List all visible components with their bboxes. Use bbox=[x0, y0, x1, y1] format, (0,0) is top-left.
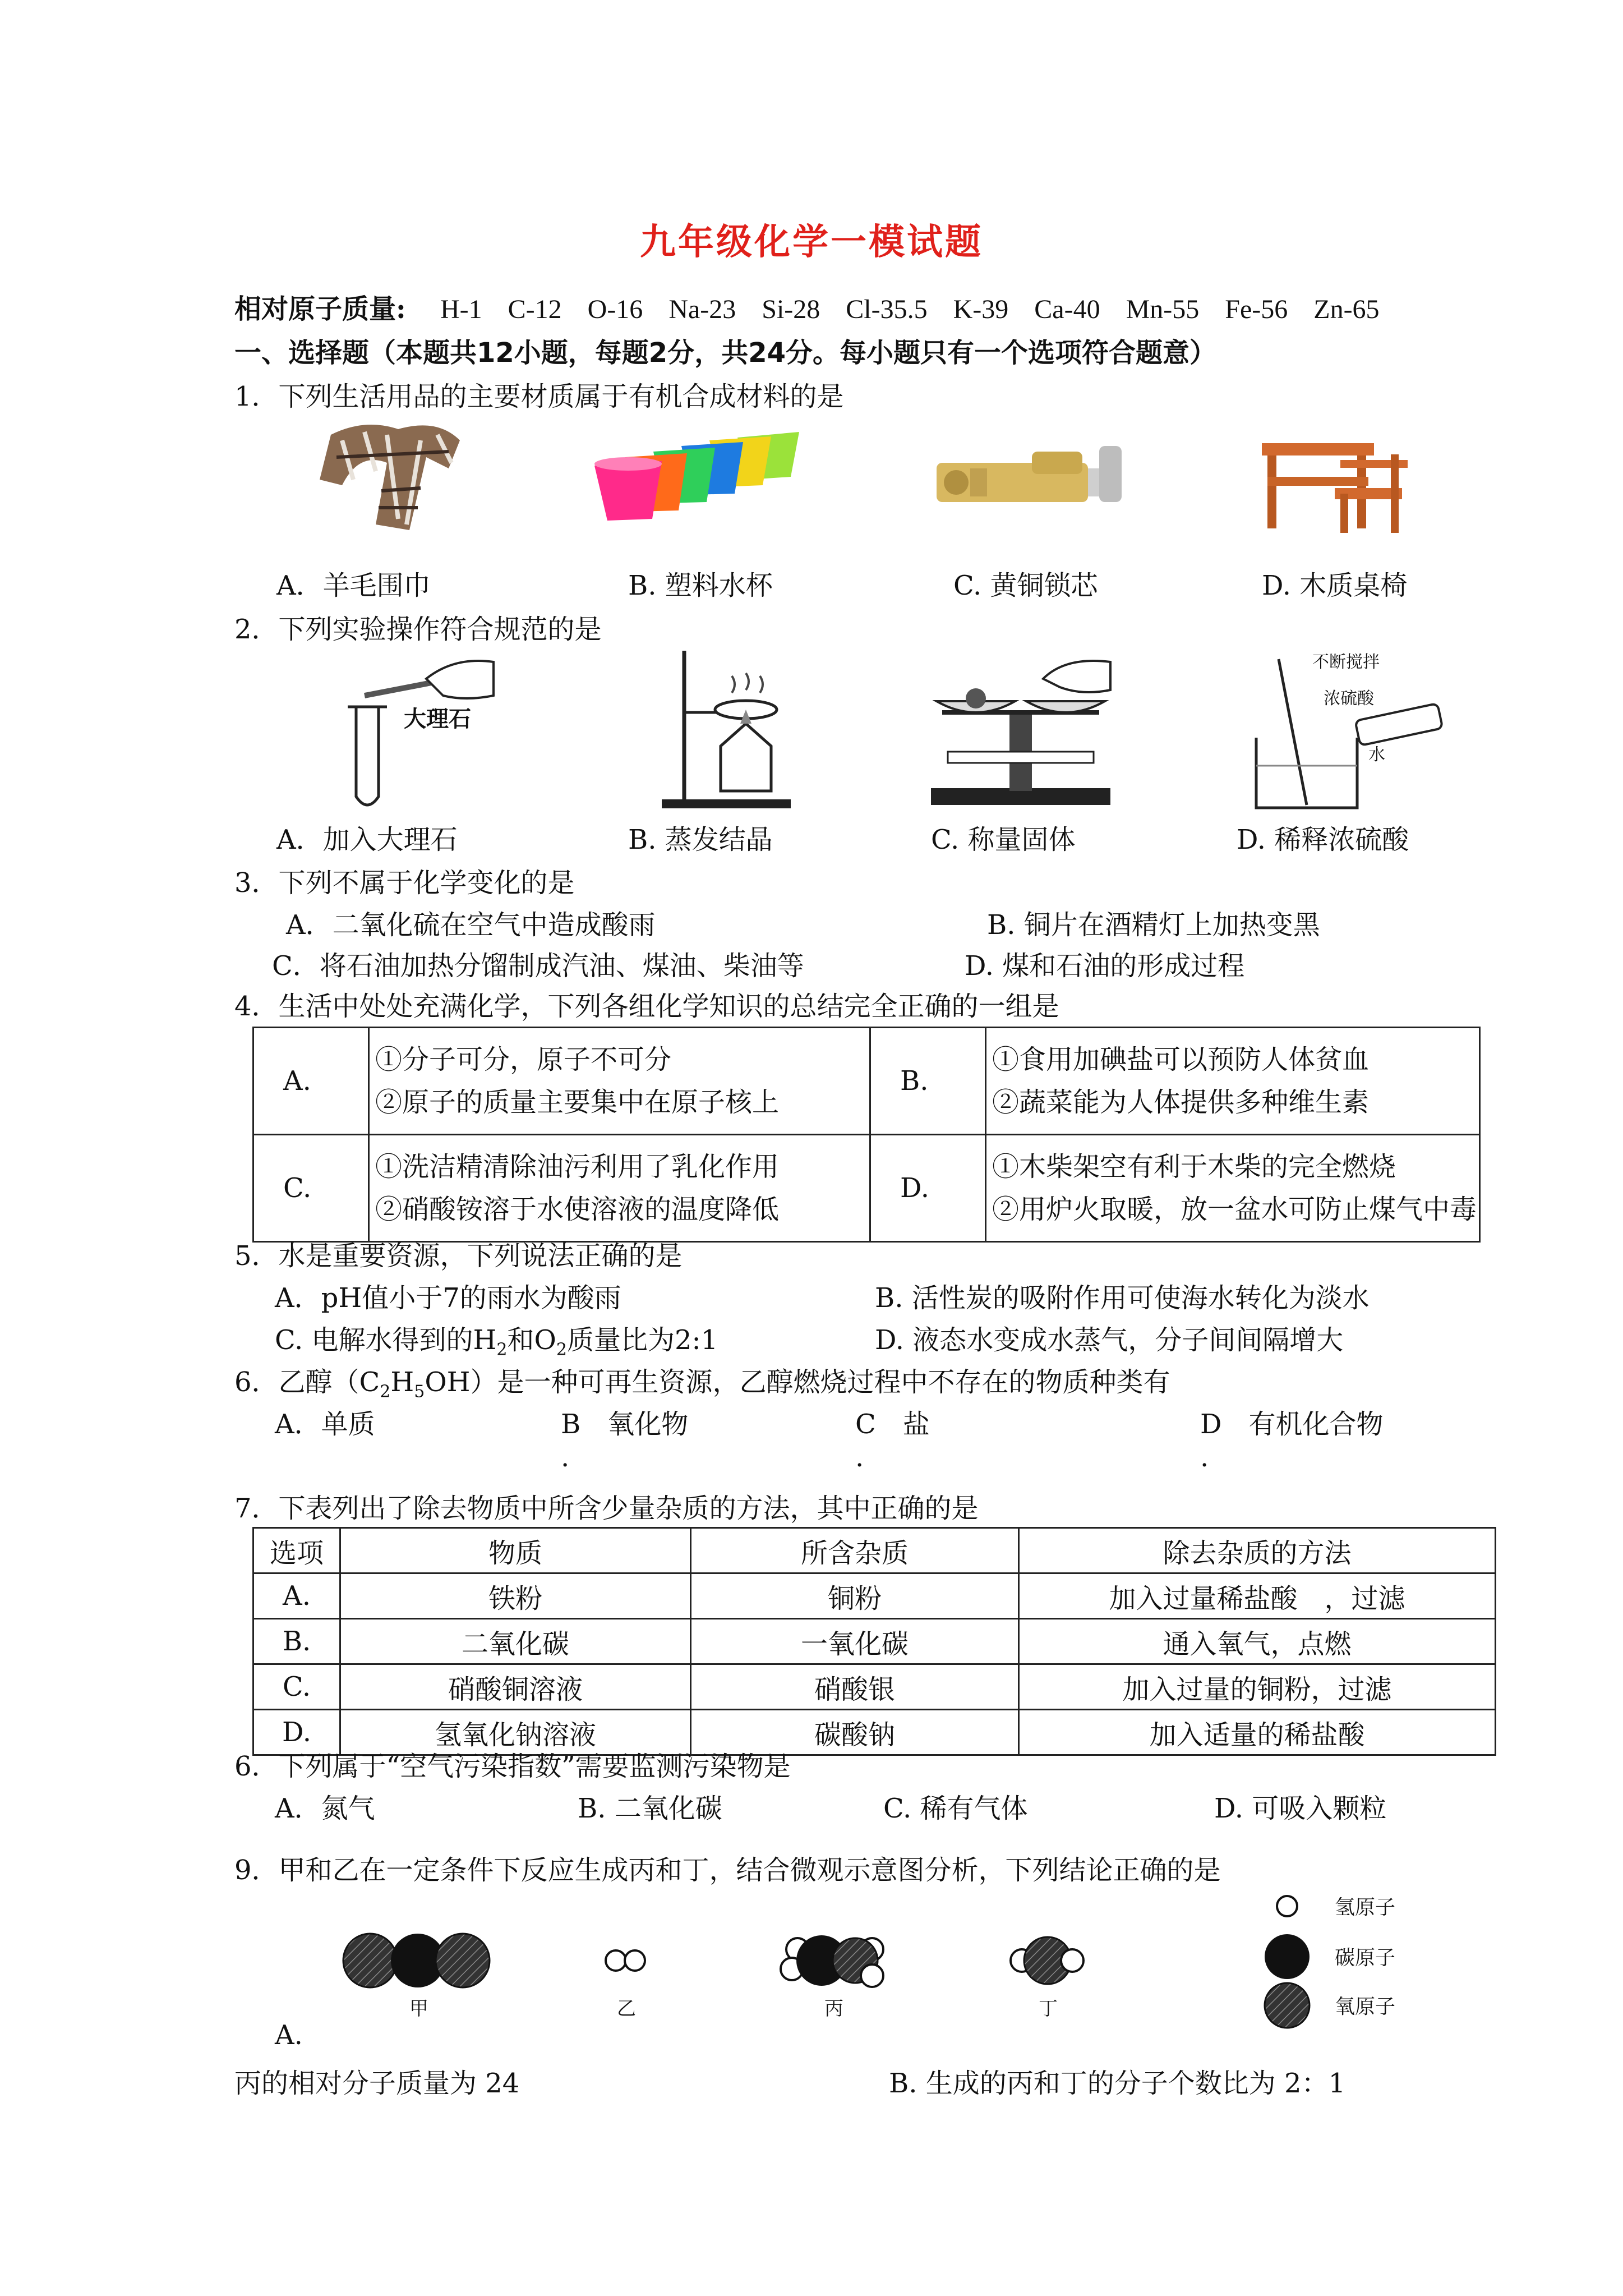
q4-row bbox=[253, 1135, 1480, 1242]
q9-stem: 9．甲和乙在一定条件下反应生成丙和丁，结合微观示意图分析，下列结论正确的是 bbox=[234, 1855, 1221, 1886]
q4-stem: 4．生活中处处充满化学，下列各组化学知识的总结完全正确的一组是 bbox=[234, 991, 1059, 1022]
q8-option-b[interactable]: B. 二氧化碳 bbox=[578, 1793, 722, 1824]
q2-option-b[interactable]: B. 蒸发结晶 bbox=[628, 824, 773, 855]
q5-option-a[interactable]: A．pH值小于7的雨水为酸雨 bbox=[275, 1282, 621, 1314]
q4-d-line1: ①木柴架空有利于木柴的完全燃烧 bbox=[992, 1151, 1396, 1182]
q6-option-c[interactable]: C 盐 bbox=[855, 1409, 930, 1440]
table-row[interactable] bbox=[253, 1664, 1496, 1710]
q4-a-line1: ①分子可分，原子不可分 bbox=[375, 1044, 672, 1075]
q1-option-d[interactable]: D. 木质桌椅 bbox=[1262, 570, 1408, 601]
atomic-mass-items bbox=[414, 293, 1380, 325]
q7-cell: 铁粉 bbox=[340, 1573, 691, 1619]
q8-stem: 6．下列属于“空气污染指数”需要监测污染物是 bbox=[234, 1751, 791, 1782]
q4-label-c: C. bbox=[253, 1135, 369, 1242]
q3-option-d[interactable]: D. 煤和石油的形成过程 bbox=[965, 950, 1245, 982]
marble-label: 大理石 bbox=[404, 707, 471, 731]
q7-cell: C. bbox=[253, 1664, 340, 1710]
q1-option-a[interactable]: A．羊毛围巾 bbox=[276, 570, 431, 601]
q4-cell-d[interactable] bbox=[986, 1135, 1480, 1242]
oxygen-atom bbox=[436, 1934, 490, 1987]
hydrogen-atom bbox=[606, 1950, 626, 1971]
table-row[interactable] bbox=[253, 1573, 1496, 1619]
table-row[interactable] bbox=[253, 1619, 1496, 1664]
weigh-solid-figure bbox=[920, 645, 1122, 813]
q4-label-a: A. bbox=[253, 1028, 369, 1135]
atomic-mass-item: Fe-56 bbox=[1225, 295, 1288, 324]
wooden-desk-chair-image bbox=[1251, 432, 1419, 539]
q7-header-cell: 所含杂质 bbox=[691, 1528, 1019, 1573]
q4-b-line1: ①食用加碘盐可以预防人体贫血 bbox=[992, 1044, 1370, 1075]
hydrogen-atom bbox=[1061, 1949, 1083, 1972]
q6-dot: . bbox=[855, 1442, 864, 1473]
q1-option-c[interactable]: C. 黄铜锁芯 bbox=[953, 570, 1098, 601]
q7-cell: 硝酸铜溶液 bbox=[340, 1664, 691, 1710]
q7-header-row bbox=[253, 1528, 1496, 1573]
q7-cell: 氢氧化钠溶液 bbox=[340, 1710, 691, 1755]
oxygen-atom bbox=[343, 1934, 397, 1987]
brass-lock-image bbox=[931, 435, 1133, 524]
q9-option-b[interactable]: B. 生成的丙和丁的分子个数比为 2：1 bbox=[889, 2068, 1346, 2099]
q4-cell-c[interactable] bbox=[369, 1135, 870, 1242]
carbon-legend-icon bbox=[1265, 1934, 1310, 1979]
q2-stem: 2．下列实验操作符合规范的是 bbox=[234, 614, 602, 645]
q2-option-c[interactable]: C. 称量固体 bbox=[931, 824, 1076, 855]
q4-c-line2: ②硝酸铵溶于水使溶液的温度降低 bbox=[375, 1194, 780, 1225]
hydrogen-atom bbox=[861, 1964, 883, 1987]
mol-label-ding: 丁 bbox=[1039, 1998, 1058, 2020]
q4-cell-a[interactable] bbox=[369, 1028, 870, 1135]
q7-table bbox=[252, 1527, 1496, 1756]
atomic-mass-item: O-16 bbox=[587, 295, 643, 324]
q6-option-a[interactable]: A．单质 bbox=[275, 1409, 375, 1440]
q3-option-c[interactable]: C．将石油加热分馏制成汽油、煤油、柴油等 bbox=[272, 950, 804, 982]
molecule-diagram bbox=[336, 1890, 1436, 2047]
q7-cell: 铜粉 bbox=[691, 1573, 1019, 1619]
atomic-mass-item: Zn-65 bbox=[1313, 295, 1380, 324]
scarf-image bbox=[308, 418, 477, 536]
mol-label-jia: 甲 bbox=[409, 1998, 428, 2020]
legend-hydrogen: 氢原子 bbox=[1335, 1896, 1396, 1919]
q2-option-a[interactable]: A．加入大理石 bbox=[276, 824, 458, 855]
q4-c-line1: ①洗洁精清除油污利用了乳化作用 bbox=[375, 1151, 780, 1182]
q4-cell-b[interactable] bbox=[986, 1028, 1480, 1135]
q6-dot: . bbox=[561, 1442, 570, 1473]
q8-option-c[interactable]: C. 稀有气体 bbox=[883, 1793, 1028, 1824]
atomic-mass-item: K-39 bbox=[953, 295, 1009, 324]
q2-option-d[interactable]: D. 稀释浓硫酸 bbox=[1237, 824, 1409, 855]
q7-header-cell: 选项 bbox=[253, 1528, 340, 1573]
q6-stem: 6．乙醇$(C_2H_5OH)$是一种可再生资源，乙醇燃烧过程中不存在的物质种类有 bbox=[234, 1366, 1170, 1402]
plastic-cups-image bbox=[592, 426, 833, 522]
q4-label-d: D. bbox=[870, 1135, 986, 1242]
legend-carbon: 碳原子 bbox=[1335, 1947, 1396, 1970]
oxygen-legend-icon bbox=[1265, 1983, 1310, 2028]
atomic-mass-item: Cl-35.5 bbox=[846, 295, 928, 324]
q7-stem: 7．下表列出了除去物质中所含少量杂质的方法，其中正确的是 bbox=[234, 1493, 979, 1524]
q4-table bbox=[252, 1027, 1481, 1243]
q9-option-a-label[interactable]: A. bbox=[275, 2019, 303, 2051]
page-title: 九年级化学一模试题 bbox=[640, 221, 983, 263]
q6-option-b[interactable]: B 氧化物 bbox=[561, 1409, 689, 1440]
q5-option-d[interactable]: D. 液态水变成水蒸气，分子间间隔增大 bbox=[875, 1324, 1344, 1356]
q3-option-b[interactable]: B. 铜片在酒精灯上加热变黑 bbox=[987, 909, 1320, 941]
q1-stem: 1．下列生活用品的主要材质属于有机合成材料的是 bbox=[234, 381, 844, 412]
q8-option-a[interactable]: A．氮气 bbox=[275, 1793, 375, 1824]
add-marble-figure bbox=[331, 651, 499, 813]
q6-dot: . bbox=[1200, 1442, 1209, 1473]
q3-option-a[interactable]: A．二氧化硫在空气中造成酸雨 bbox=[286, 909, 656, 941]
q4-b-line2: ②蔬菜能为人体提供多种维生素 bbox=[992, 1087, 1370, 1118]
q7-cell: B. bbox=[253, 1619, 340, 1664]
q8-option-d[interactable]: D. 可吸入颗粒 bbox=[1214, 1793, 1387, 1824]
q9-option-a[interactable]: 丙的相对分子质量为 24 bbox=[234, 2068, 520, 2099]
q7-cell: 二氧化碳 bbox=[340, 1619, 691, 1664]
acid-label: 浓硫酸 bbox=[1324, 689, 1374, 708]
atomic-mass-label: 相对原子质量: bbox=[234, 293, 406, 325]
q5-option-c[interactable]: C. 电解水得到的$H_2$和$O_2$质量比为2:1 bbox=[275, 1324, 718, 1360]
q6-option-d[interactable]: D 有机化合物 bbox=[1200, 1409, 1384, 1440]
q4-a-line2: ②原子的质量主要集中在原子核上 bbox=[375, 1087, 780, 1118]
q7-cell: D. bbox=[253, 1710, 340, 1755]
atomic-mass-item: Si-28 bbox=[762, 295, 820, 324]
q7-cell: 加入过量稀盐酸 ，过滤 bbox=[1019, 1573, 1496, 1619]
atomic-mass-item: Mn-55 bbox=[1126, 295, 1200, 324]
q7-cell: 通入氧气，点燃 bbox=[1019, 1619, 1496, 1664]
q5-stem: 5．水是重要资源，下列说法正确的是 bbox=[234, 1240, 683, 1272]
q4-row bbox=[253, 1028, 1480, 1135]
hydrogen-atom bbox=[625, 1950, 645, 1971]
atomic-mass-item: H-1 bbox=[440, 295, 482, 324]
q4-d-line2: ②用炉火取暖，放一盆水可防止煤气中毒 bbox=[992, 1194, 1477, 1225]
atomic-mass-line bbox=[234, 287, 1380, 326]
stir-label: 不断搅拌 bbox=[1312, 653, 1380, 671]
atomic-mass-item: C-12 bbox=[508, 295, 562, 324]
mol-label-bing: 丙 bbox=[824, 1998, 843, 2020]
q7-cell: 一氧化碳 bbox=[691, 1619, 1019, 1664]
mol-label-yi: 乙 bbox=[617, 1998, 636, 2020]
water-label: 水 bbox=[1368, 746, 1385, 764]
evaporation-figure bbox=[651, 639, 796, 813]
atomic-mass-item: Ca-40 bbox=[1034, 295, 1100, 324]
q7-cell: 硝酸银 bbox=[691, 1664, 1019, 1710]
hydrogen-legend-icon bbox=[1277, 1896, 1297, 1916]
dilute-acid-figure bbox=[1245, 648, 1447, 816]
legend-oxygen: 氧原子 bbox=[1335, 1995, 1396, 2018]
q7-cell: A. bbox=[253, 1573, 340, 1619]
q3-stem: 3．下列不属于化学变化的是 bbox=[234, 867, 575, 899]
q7-header-cell: 物质 bbox=[340, 1528, 691, 1573]
q7-cell: 碳酸钠 bbox=[691, 1710, 1019, 1755]
q5-option-b[interactable]: B. 活性炭的吸附作用可使海水转化为淡水 bbox=[875, 1282, 1370, 1314]
q7-cell: 加入适量的稀盐酸 bbox=[1019, 1710, 1496, 1755]
q7-header-cell: 除去杂质的方法 bbox=[1019, 1528, 1496, 1573]
atomic-mass-item: Na-23 bbox=[668, 295, 736, 324]
q1-option-b[interactable]: B. 塑料水杯 bbox=[628, 570, 773, 601]
q4-label-b: B. bbox=[870, 1028, 986, 1135]
q7-cell: 加入过量的铜粉，过滤 bbox=[1019, 1664, 1496, 1710]
section-heading: 一、选择题（本题共12小题，每题2分，共24分。每小题只有一个选项符合题意） bbox=[234, 337, 1216, 369]
